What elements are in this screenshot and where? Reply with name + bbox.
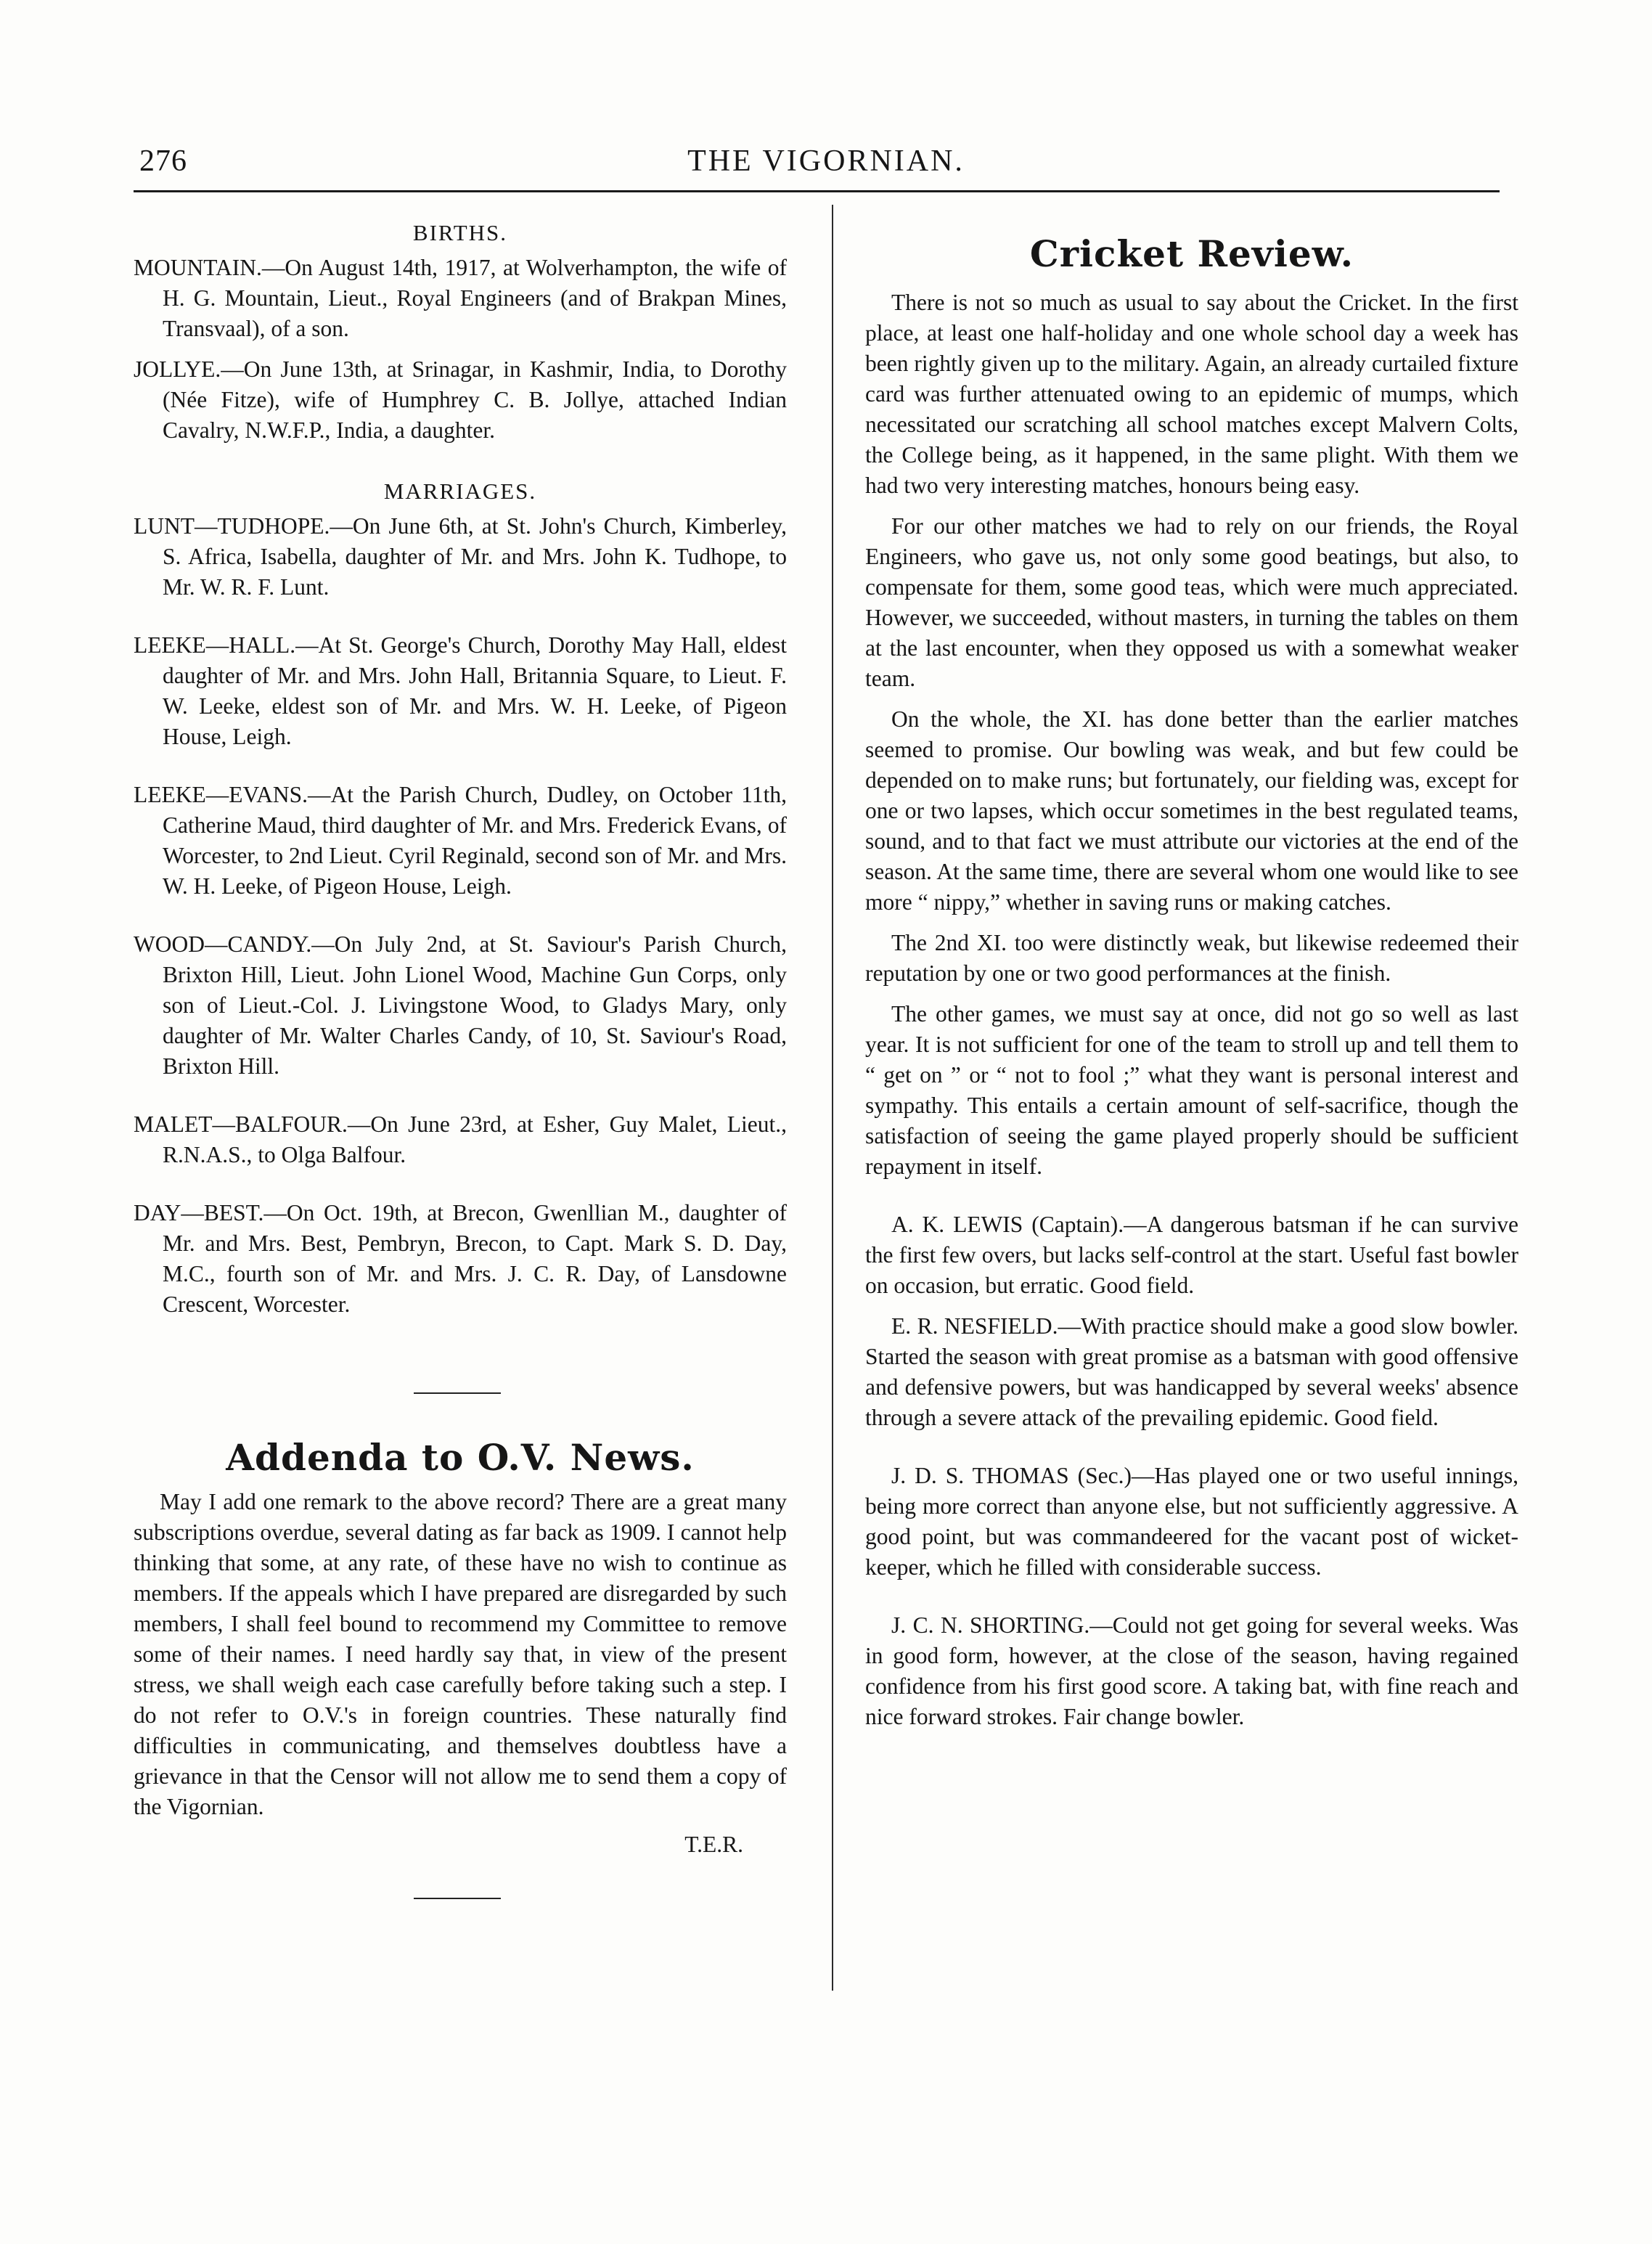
player-note-thomas: J. D. S. THOMAS (Sec.)—Has played one or two useful innings, being more correct than anyone else, but not sufficiently aggressive. A good point, but was commandeered for the vacant post of wicket-keeper, which he filled with considerable success. bbox=[865, 1463, 1518, 1580]
cricket-paragraph-2: For our other matches we had to rely on our friends, the Royal Engineers, who gave us, not only some good beatings, but also, to compensate for them, some good teas, which were much appreciated. However, we succeeded, without masters, in turning the tables on them at the last encounter, when they opposed us with a somewhat weaker team. bbox=[865, 513, 1518, 691]
header-rule bbox=[134, 190, 1500, 192]
birth-entry-jollye: JOLLYE.—On June 13th, at Srinagar, in Kashmir, India, to Dorothy (Née Fitze), wife of Humphrey C. B. Jollye, attached Indian Cavalry, N.W.F.P., India, a daughter. bbox=[134, 356, 787, 443]
page-number: 276 bbox=[139, 144, 187, 178]
marriage-entry-lunt-tudhope: LUNT—TUDHOPE.—On June 6th, at St. John's Church, Kimberley, S. Africa, Isabella, daughter of Mr. and Mrs. John K. Tudhope, to Mr. W. R. F. Lunt. bbox=[134, 513, 787, 600]
marriage-entry-leeke-hall: LEEKE—HALL.—At St. George's Church, Dorothy May Hall, eldest daughter of Mr. and Mrs. John Hall, Britannia Square, to Lieut. F. W. Leeke, eldest son of Mr. and Mrs. W. H. Leeke, of Pigeon House, Leigh. bbox=[134, 632, 787, 749]
left-column bbox=[134, 218, 787, 1899]
cricket-paragraph-5: The other games, we must say at once, did not go so well as last year. It is not sufficient for one of the team to stroll up and tell them to “ get on ” or “ not to fool ;” what they want is personal interest and sympathy. This entails a certain amount of self-sacrifice, though the satisfaction of seeing the game played properly should be sufficient repayment in itself. bbox=[865, 1001, 1518, 1179]
cricket-paragraph-3: On the whole, the XI. has done better than the earlier matches seemed to promise. Our bowling was weak, and but few could be depended on to make runs; but fortunately, our fielding was, except for one or two lapses, which occur sometimes in the best regulated teams, sound, and to that fact we must attribute our victories at the end of the season. At the same time, there are several whom one would like to see more “ nippy,” whether in saving runs or making catches. bbox=[865, 706, 1518, 915]
marriage-entry-malet-balfour: MALET—BALFOUR.—On June 23rd, at Esher, Guy Malet, Lieut., R.N.A.S., to Olga Balfour. bbox=[134, 1111, 787, 1167]
births-heading: BIRTHS. bbox=[412, 220, 508, 245]
addenda-body: May I add one remark to the above record? There are a great many subscriptions overdue, several dating as far back as 1909. I cannot help thinking that some, at any rate, of these have no wish to continue as members. If the appeals which I have prepared are disregarded by such members, I shall feel bound to recommend my Committee to remove some of their names. I need hardly say that, in view of the present stress, we shall weigh each case carefully before taking such a step. I do not refer to O.V.'s in foreign countries. These naturally find difficulties in communicating, and themselves doubtless have a grievance in that the Censor will not allow me to send them a copy of the Vigornian. bbox=[134, 1489, 787, 1819]
closing-rule bbox=[414, 1898, 501, 1899]
right-column bbox=[865, 218, 1518, 1732]
cricket-paragraph-4: The 2nd XI. too were distinctly weak, but likewise redeemed their reputation by one or two good performances at the finish. bbox=[865, 930, 1518, 986]
cricket-review-title: Cricket Review. bbox=[1029, 232, 1354, 275]
birth-entry-mountain: MOUNTAIN.—On August 14th, 1917, at Wolverhampton, the wife of H. G. Mountain, Lieut., Royal Engineers (and of Brakpan Mines, Transvaal), of a son. bbox=[134, 255, 787, 341]
marriage-entry-wood-candy: WOOD—CANDY.—On July 2nd, at St. Saviour's Parish Church, Brixton Hill, Lieut. John Lionel Wood, Machine Gun Corps, only son of Lieut.-Col. J. Livingstone Wood, to Gladys Mary, only daughter of Mr. Walter Charles Candy, of 10, St. Saviour's Road, Brixton Hill. bbox=[134, 931, 787, 1079]
player-note-shorting: J. C. N. SHORTING.—Could not get going for several weeks. Was in good form, however, at the close of the season, having regained confidence from his first good score. A taking bat, with fine reach and nice forward strokes. Fair change bowler. bbox=[865, 1612, 1518, 1729]
marriage-entry-day-best: DAY—BEST.—On Oct. 19th, at Brecon, Gwenllian M., daughter of Mr. and Mrs. Best, Pembryn, Brecon, to Capt. Mark S. D. Day, M.C., fourth son of Mr. and Mrs. J. C. R. Day, of Lansdowne Crescent, Worcester. bbox=[134, 1200, 787, 1317]
marriages-heading: MARRIAGES. bbox=[383, 478, 537, 504]
cricket-paragraph-1: There is not so much as usual to say about the Cricket. In the first place, at least one half-holiday and one whole school day a week has been rightly given up to the military. Again, an already curtailed fixture card was further attenuated owing to an epidemic of mumps, which necessitated our scratching all school matches except Malvern Colts, the College being, as it happened, in the same plight. With them we had two very interesting matches, honours being easy. bbox=[865, 290, 1518, 498]
player-note-nesfield: E. R. NESFIELD.—With practice should make a good slow bowler. Started the season with great promise as a batsman with good offensive and defensive powers, but was handicapped by several weeks' absence through a severe attack of the prevailing epidemic. Good field. bbox=[865, 1313, 1518, 1430]
addenda-title: Addenda to O.V. News. bbox=[226, 1436, 695, 1479]
addenda-signature: T.E.R. bbox=[684, 1832, 743, 1857]
marriage-entry-leeke-evans: LEEKE—EVANS.—At the Parish Church, Dudley, on October 11th, Catherine Maud, third daughter of Mr. and Mrs. Frederick Evans, of Worcester, to 2nd Lieut. Cyril Reginald, second son of Mr. and Mrs. W. H. Leeke, of Pigeon House, Leigh. bbox=[134, 782, 787, 899]
column-divider bbox=[832, 205, 833, 1991]
journal-title: THE VIGORNIAN. bbox=[687, 144, 965, 178]
player-note-lewis: A. K. LEWIS (Captain).—A dangerous batsman if he can survive the first few overs, but lacks self-control at the start. Useful fast bowler on occasion, but erratic. Good field. bbox=[865, 1212, 1518, 1298]
